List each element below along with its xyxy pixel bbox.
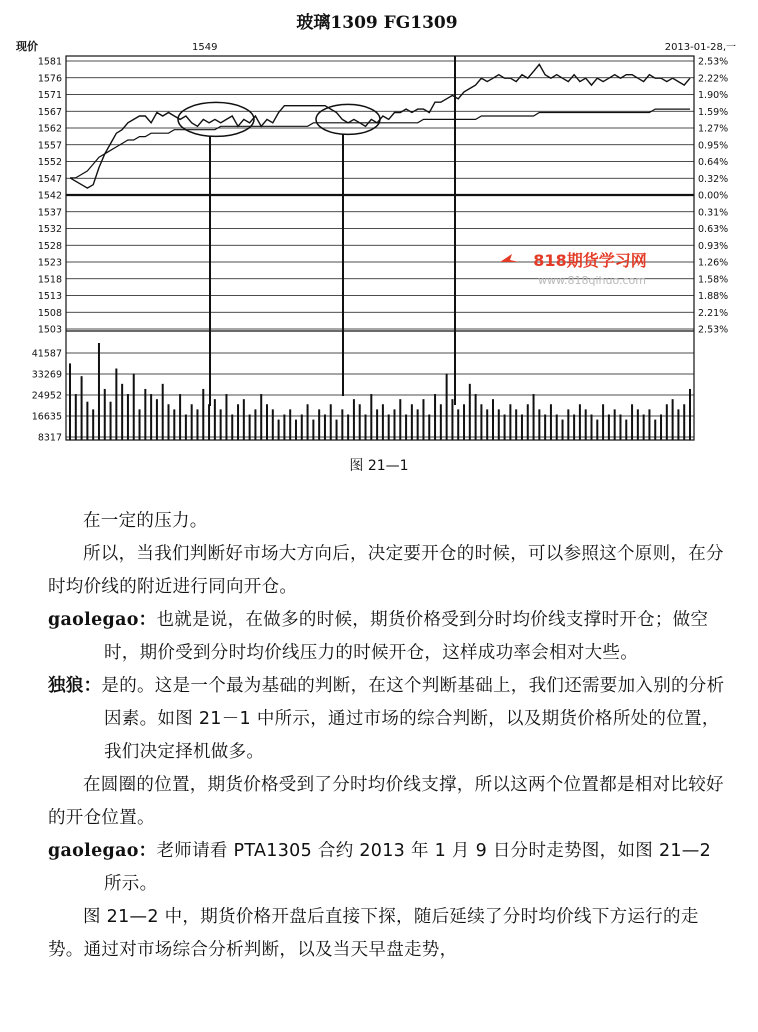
price-tick-label: 1562: [37, 123, 62, 135]
speaker-name: gaolegao：: [48, 610, 157, 630]
price-tick-label: 1508: [37, 307, 62, 319]
pct-tick-label: 1.26%: [698, 257, 729, 269]
header-label: 现价: [16, 40, 38, 53]
price-tick-label: 1503: [37, 324, 62, 336]
pct-tick-label: 0.32%: [698, 173, 729, 185]
volume-tick-label: 41587: [31, 348, 62, 360]
pct-tick-label: 0.93%: [698, 240, 729, 252]
paragraph-3: gaolegao：也就是说，在做多的时候，期货价格受到分时均价线支撑时开仓；做空时，期价受到分时均价线压力的时候开仓，这样成功率会相对大些。: [48, 610, 709, 663]
pct-tick-label: 2.21%: [698, 307, 729, 319]
pct-tick-label: 1.58%: [698, 274, 729, 286]
pct-tick-label: 1.59%: [698, 106, 729, 118]
price-tick-label: 1581: [37, 56, 62, 68]
price-line: [70, 64, 690, 188]
pct-tick-label: 2.22%: [698, 73, 729, 85]
pct-tick-label: 1.88%: [698, 291, 729, 302]
pct-tick-label: 0.31%: [698, 207, 729, 219]
current-price: 1549: [192, 42, 218, 53]
pct-tick-label: 1.90%: [698, 90, 729, 101]
watermark-url: www.818qihuo.com: [538, 274, 646, 287]
price-tick-label: 1567: [37, 106, 62, 118]
speaker-name: 独狼：: [48, 676, 102, 696]
volume-tick-label: 16635: [31, 411, 62, 423]
watermark-title: 818期货学习网: [533, 251, 647, 270]
price-tick-label: 1557: [37, 140, 62, 152]
pct-tick-label: 0.00%: [698, 190, 729, 202]
price-tick-label: 1547: [37, 173, 62, 185]
paragraph-4: 独狼：是的。这是一个最为基础的判断，在这个判断基础上，我们还需要加入别的分析因素。如图 21－1 中所示，通过市场的综合判断，以及期货价格所处的位置，我们决定择机做多。: [48, 676, 725, 762]
chart-svg: [14, 6, 740, 446]
pct-tick-label: 0.95%: [698, 140, 729, 152]
price-tick-label: 1576: [37, 73, 62, 85]
watermark-logo-icon: [500, 254, 519, 262]
paragraph-6: gaolegao：老师请看 PTA1305 合约 2013 年 1 月 9 日分时走势图，如图 21—2所示。: [48, 841, 712, 894]
pct-tick-label: 2.53%: [698, 324, 729, 336]
speaker-name: gaolegao：: [48, 841, 157, 861]
chart-frame: [66, 56, 694, 440]
price-tick-label: 1552: [37, 157, 62, 168]
price-tick-label: 1523: [37, 257, 62, 269]
price-tick-label: 1537: [37, 207, 62, 219]
intraday-chart: [14, 6, 740, 446]
header-date: 2013-01-28,一: [664, 42, 736, 53]
chart-title: 玻璃1309 FG1309: [296, 13, 458, 33]
volume-tick-label: 24952: [31, 390, 62, 402]
price-tick-label: 1542: [37, 190, 62, 202]
body-text: [48, 505, 728, 967]
volume-tick-label: 33269: [31, 369, 62, 381]
price-tick-label: 1518: [37, 274, 62, 286]
figure-caption: 图 21—1: [349, 458, 409, 474]
volume-tick-label: 8317: [37, 432, 62, 444]
paragraph-1: 在一定的压力。: [83, 511, 208, 531]
price-tick-label: 1513: [37, 291, 62, 302]
price-tick-label: 1528: [37, 240, 62, 252]
pct-tick-label: 0.63%: [698, 224, 729, 235]
pct-tick-label: 2.53%: [698, 56, 729, 68]
paragraph-7: 图 21—2 中，期货价格开盘后直接下探，随后延续了分时均价线下方运行的走势。通过对市场综合分析判断，以及当天早盘走势，: [48, 907, 699, 960]
price-tick-label: 1532: [37, 224, 62, 235]
pct-tick-label: 1.27%: [698, 123, 729, 135]
price-tick-label: 1571: [37, 90, 62, 101]
pct-tick-label: 0.64%: [698, 157, 729, 168]
paragraph-5: 在圆圈的位置，期货价格受到了分时均价线支撑，所以这两个位置都是相对比较好的开仓位置。: [48, 775, 724, 828]
paragraph-2: 所以，当我们判断好市场大方向后，决定要开仓的时候，可以参照这个原则，在分时均价线的附近进行同向开仓。: [48, 544, 724, 597]
